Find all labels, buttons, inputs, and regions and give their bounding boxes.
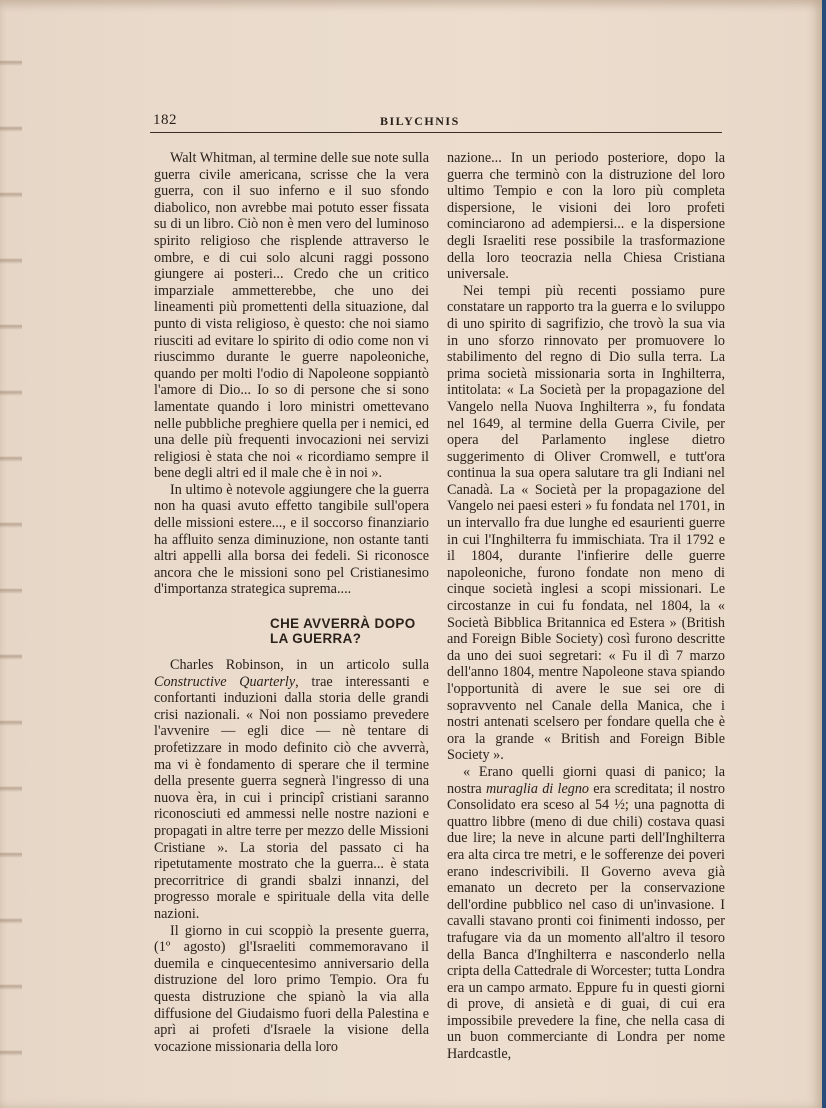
section-heading-line: LA GUERRA? xyxy=(270,631,362,647)
paragraph-text: Charles Robinson, in un articolo sulla xyxy=(170,657,429,674)
paragraph xyxy=(447,764,725,1063)
right-column xyxy=(447,150,725,1063)
journal-title: Constructive Quarterly xyxy=(154,673,296,690)
page-number: 182 xyxy=(153,112,177,128)
page-binding-edge xyxy=(0,0,22,1108)
paragraph: Nei tempi più recenti possiamo pure constatare un rapporto tra la guerra e lo sviluppo di uno spirito di sagrifizio, che trovò la sua via in uno sforzo rinnovato per promuovere lo stabilimento del regno di Dio sulla terra. La prima società missionaria sorta in Inghilterra, intitolata: « La Società per la propagazione del Vangelo nella Nuova Inghilterra », fu fondata nel 1649, al termine della Guerra Civile, per opera del Parlamento inglese dietro suggerimento di Oliver Cromwell, e tutt'ora continua la sua opera salutare tra gli Indiani nel Canadà. La « Società per la propagazione del Vangelo nei paesi esteri » fu fondata nel 1701, in un intervallo fra due lunghe ed esaurienti guerre in cui l'Inghilterra fu immischiata. Tra il 1792 e il 1804, durante l'infierire delle guerre napoleoniche, furono fondate non meno di cinque società inglesi a scopi missionari. Le circostanze in cui fu fondata, nel 1804, la « Società Bibblica Britannica ed Estera » (British and Foreign Bible Society) così furono descritte da uno dei suoi segretari: « Fu il dì 7 marzo dell'anno 1804, mentre Napoleone stava spiando l'opportunità di avere le sue sei ore di sopravvento nel Canale della Manica, che i nostri antenati scelsero per fondare quella che è ora la grande « British and Foreign Bible Society ». xyxy=(447,282,725,764)
paragraph: Walt Whitman, al termine delle sue note sulla guerra civile americana, scrisse che la vera guerra, con il suo inferno e il suo sfondo diabolico, non avrebbe mai potuto esser fissata su di un libro. Ciò non è men vero del luminoso spirito religioso che risplende attraverso le ombre, e di cui solo alcuni raggi possono giungere ai posteri... Credo che un critico imparziale ammetterebbe, che uno dei lineamenti più promettenti della situazione, dal punto di vista religioso, è questo: che noi siamo riusciti ad evitare lo spirito di odio come non vi riuscimmo durante le guerre napoleoniche, quando per molti l'odio di Napoleone soppiantò l'amore di Dio... Io so di persone che si sono lamentate quando i loro ministri omettevano nelle pubbliche preghiere quella per i nemici, ed una delle più frequenti invocazioni nei servizi religiosi è stata che noi « ricordiamo sempre il bene degli altri ed il male che è in noi ». xyxy=(154,150,429,482)
left-column xyxy=(154,150,429,1055)
paragraph: In ultimo è notevole aggiungere che la guerra non ha quasi avuto effetto tangibile sull'opera delle missioni estere..., e il soccorso finanziario ha affluito senza diminuzione, non ostante tanti altri appelli alla borsa dei fedeli. Si riconosce ancora che le missioni sono pel Cristianesimo d'importanza strategica suprema.... xyxy=(154,481,429,598)
section-heading xyxy=(270,616,429,646)
paragraph-text: , trae interessanti e confortanti induzioni dalla storia delle grandi crisi nazionali. « Noi non possiamo prevedere l'avvenire — egli dice — nè tentare di profetizzare in modo definito ciò che avverrà, ma vi è fondamento di sperare che il termine della presente guerra segnerà l'ingresso di una nuova èra, in cui i principî cristiani saranno riconosciuti ed ammessi nelle nostre nazioni e propagati in altre terre per mezzo delle Missioni Cristiane ». La storia del passato ci ha ripetutamente mostrato che la guerra... è stata precorritrice di grandi sbalzi innanzi, del progresso morale e spirituale della vita delle nazioni. xyxy=(154,673,429,922)
running-head: BILYCHNIS xyxy=(380,114,460,128)
italic-phrase: muraglia di legno xyxy=(485,780,590,797)
paragraph-text: era screditata; il nostro Consolidato era sceso al 54 ½; una pagnotta di quattro libbre (meno di due chili) costava quasi due lire; la neve in alcune parti dell'Inghilterra era alta circa tre metri, e le sofferenze dei poveri erano indescrivibili. Il Governo aveva già emanato un decreto per la conservazione dell'ordine pubblico nel caso di un'invasione. I cavalli stavano pronti coi finimenti indosso, per trafugare via da un momento all'altro il tesoro della Banca d'Inghilterra e nasconderlo nella cripta della Cattedrale di Worcester; tutta Londra era un campo armato. Eppure fu in questi giorni di prove, di ansietà e di guai, di cui era impossibile prevedere la fine, che nella casa di un buon commerciante di Londra per nome Hardcastle, xyxy=(447,780,725,1063)
section-heading-line: CHE AVVERRÀ DOPO xyxy=(270,616,416,632)
paragraph: Il giorno in cui scoppiò la presente guerra, (1º agosto) gl'Israeliti commemoravano il duemila e cinquecentesimo anniversario della distruzione del loro primo Tempio. Ora fu questa distruzione che spianò la via alla diffusione del Giudaismo fuori della Palestina e aprì ai profeti d'Israele la visione della vocazione missionaria della loro xyxy=(154,922,429,1055)
paragraph xyxy=(154,657,429,923)
paragraph: nazione... In un periodo posteriore, dopo la guerra che terminò con la distruzione del loro ultimo Tempio e con la loro più completa dispersione, le visioni dei loro profeti cominciarono ad adempiersi... e la dispersione degli Israeliti rese possibile la trasformazione della loro teocrazia nella Chiesa Cristiana universale. xyxy=(447,150,725,283)
paragraph-text: « Erano quelli giorni quasi di panico; la nostra xyxy=(447,763,725,797)
header-rule xyxy=(150,132,722,133)
